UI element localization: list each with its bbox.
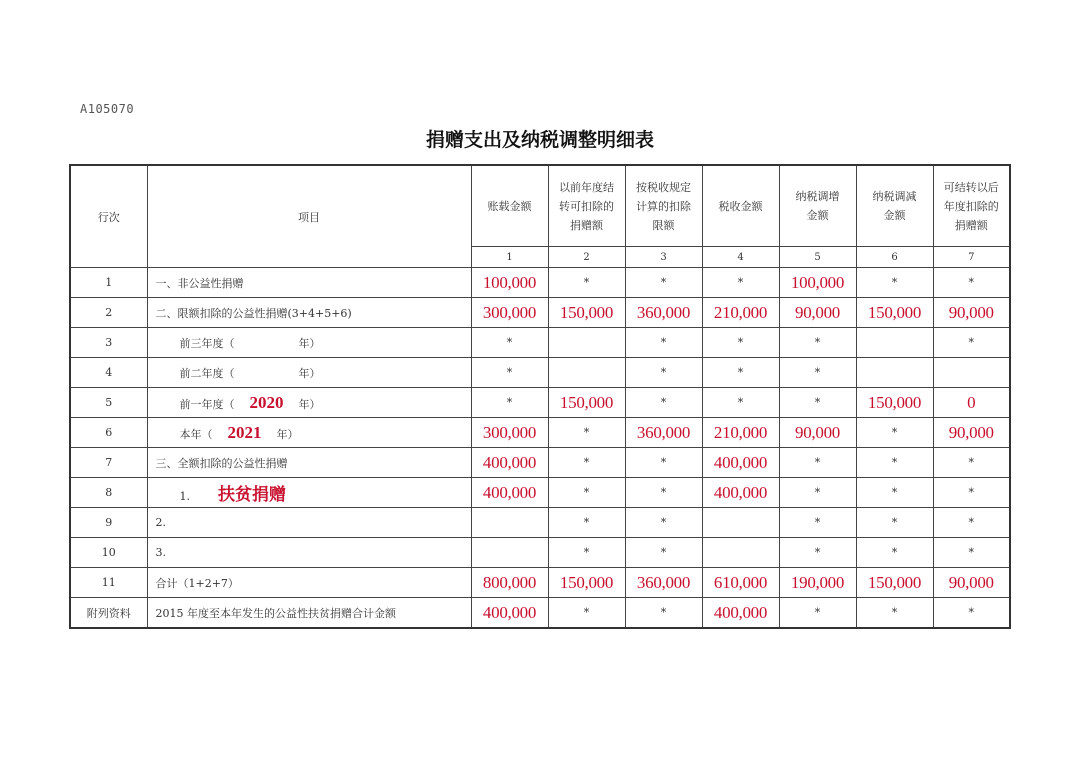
- header-col-2: 以前年度结转可扣除的捐赠额: [548, 165, 625, 247]
- cell-col-4: *: [702, 358, 779, 388]
- row-item: [147, 358, 471, 388]
- cell-col-1: *: [471, 328, 548, 358]
- row-item: 一、非公益性捐赠: [147, 268, 471, 298]
- cell-col-7: 90,000: [933, 298, 1010, 328]
- cell-col-4: 400,000: [702, 598, 779, 629]
- item-suffix: 年）: [276, 427, 299, 441]
- cell-col-7: *: [933, 268, 1010, 298]
- table-row: [70, 268, 1010, 298]
- row-item: [147, 328, 471, 358]
- item-prefix: 前三年度（: [179, 336, 235, 350]
- cell-col-4: 400,000: [702, 448, 779, 478]
- item-prefix: 本年（: [179, 427, 213, 441]
- cell-col-7: [933, 358, 1010, 388]
- item-suffix: 年）: [298, 366, 321, 380]
- cell-col-3: 360,000: [625, 418, 702, 448]
- cell-col-2: *: [548, 268, 625, 298]
- row-number: 2: [70, 298, 147, 328]
- cell-col-3: *: [625, 358, 702, 388]
- header-col-num: 5: [779, 247, 856, 268]
- header-col-num: 6: [856, 247, 933, 268]
- table-row: [70, 298, 1010, 328]
- cell-col-4: *: [702, 328, 779, 358]
- table-row: [70, 388, 1010, 418]
- table-row: [70, 568, 1010, 598]
- cell-col-6: 150,000: [856, 568, 933, 598]
- header-col-7: 可结转以后年度扣除的捐赠额: [933, 165, 1010, 247]
- cell-col-6: *: [856, 418, 933, 448]
- cell-col-5: *: [779, 538, 856, 568]
- page-title: 捐赠支出及纳税调整明细表: [425, 129, 654, 151]
- row-item: [147, 478, 471, 508]
- cell-col-4: *: [702, 388, 779, 418]
- header-col-num: 2: [548, 247, 625, 268]
- row-item: 3.: [147, 538, 471, 568]
- cell-col-1: [471, 538, 548, 568]
- cell-col-3: *: [625, 448, 702, 478]
- row-number: 5: [70, 388, 147, 418]
- cell-col-6: [856, 328, 933, 358]
- table-row: [70, 478, 1010, 508]
- cell-col-7: 90,000: [933, 418, 1010, 448]
- cell-col-1: 400,000: [471, 478, 548, 508]
- cell-col-6: *: [856, 448, 933, 478]
- row-item: [147, 388, 471, 418]
- cell-col-2: *: [548, 598, 625, 629]
- header-item: 项目: [147, 165, 471, 268]
- cell-col-1: *: [471, 388, 548, 418]
- row-number: 4: [70, 358, 147, 388]
- cell-col-2: [548, 358, 625, 388]
- cell-col-6: [856, 358, 933, 388]
- cell-col-5: *: [779, 508, 856, 538]
- cell-col-6: 150,000: [856, 298, 933, 328]
- cell-col-7: 0: [933, 388, 1010, 418]
- cell-col-2: [548, 328, 625, 358]
- cell-col-6: *: [856, 508, 933, 538]
- cell-col-7: *: [933, 478, 1010, 508]
- header-col-6: 纳税调减金额: [856, 165, 933, 247]
- cell-col-2: *: [548, 508, 625, 538]
- cell-col-5: *: [779, 358, 856, 388]
- cell-col-6: *: [856, 478, 933, 508]
- cell-col-3: *: [625, 538, 702, 568]
- cell-col-4: [702, 508, 779, 538]
- table-row: [70, 448, 1010, 478]
- table-row: [70, 418, 1010, 448]
- cell-col-1: 800,000: [471, 568, 548, 598]
- cell-col-3: 360,000: [625, 568, 702, 598]
- cell-col-5: 190,000: [779, 568, 856, 598]
- cell-col-7: 90,000: [933, 568, 1010, 598]
- cell-col-2: *: [548, 418, 625, 448]
- row-number: 附列资料: [70, 598, 147, 629]
- row-number: 10: [70, 538, 147, 568]
- cell-col-1: 400,000: [471, 448, 548, 478]
- cell-col-1: 300,000: [471, 418, 548, 448]
- table-row: [70, 358, 1010, 388]
- row-number: 11: [70, 568, 147, 598]
- item-year: 2020: [249, 392, 284, 412]
- cell-col-1: 300,000: [471, 298, 548, 328]
- table-row: [70, 598, 1010, 629]
- row-number: 7: [70, 448, 147, 478]
- cell-col-5: 100,000: [779, 268, 856, 298]
- row-item: 二、限额扣除的公益性捐赠(3+4+5+6): [147, 298, 471, 328]
- header-col-num: 7: [933, 247, 1010, 268]
- header-col-1: 账载金额: [471, 165, 548, 247]
- table-row: [70, 508, 1010, 538]
- item-suffix: 年）: [298, 397, 321, 411]
- item-year: 2021: [227, 422, 262, 442]
- cell-col-1: 100,000: [471, 268, 548, 298]
- cell-col-5: 90,000: [779, 418, 856, 448]
- cell-col-2: *: [548, 538, 625, 568]
- row-item: 2015 年度至本年发生的公益性扶贫捐赠合计金额: [147, 598, 471, 629]
- cell-col-7: *: [933, 538, 1010, 568]
- cell-col-6: *: [856, 538, 933, 568]
- header-col-3: 按税收规定计算的扣除限额: [625, 165, 702, 247]
- row-number: 9: [70, 508, 147, 538]
- header-row-no: 行次: [70, 165, 147, 268]
- cell-col-3: *: [625, 388, 702, 418]
- item-prefix: 1.: [179, 490, 190, 503]
- table-row: [70, 328, 1010, 358]
- table-row: [70, 538, 1010, 568]
- cell-col-5: *: [779, 448, 856, 478]
- cell-col-4: 210,000: [702, 418, 779, 448]
- cell-col-7: *: [933, 448, 1010, 478]
- cell-col-7: *: [933, 598, 1010, 629]
- cell-col-4: *: [702, 268, 779, 298]
- item-prefix: 前一年度（: [179, 397, 235, 411]
- cell-col-4: 210,000: [702, 298, 779, 328]
- item-suffix: 年）: [298, 336, 321, 350]
- cell-col-6: *: [856, 268, 933, 298]
- row-number: 8: [70, 478, 147, 508]
- cell-col-2: *: [548, 478, 625, 508]
- cell-col-2: 150,000: [548, 298, 625, 328]
- row-number: 3: [70, 328, 147, 358]
- cell-col-3: *: [625, 598, 702, 629]
- header-col-num: 1: [471, 247, 548, 268]
- item-prefix: 前二年度（: [179, 366, 235, 380]
- cell-col-4: [702, 538, 779, 568]
- cell-col-2: 150,000: [548, 388, 625, 418]
- cell-col-3: 360,000: [625, 298, 702, 328]
- cell-col-3: *: [625, 508, 702, 538]
- cell-col-5: *: [779, 388, 856, 418]
- item-description: 扶贫捐赠: [218, 485, 286, 505]
- cell-col-1: *: [471, 358, 548, 388]
- header-col-5: 纳税调增金额: [779, 165, 856, 247]
- cell-col-5: *: [779, 598, 856, 629]
- cell-col-6: 150,000: [856, 388, 933, 418]
- header-col-num: 3: [625, 247, 702, 268]
- cell-col-1: 400,000: [471, 598, 548, 629]
- row-number: 6: [70, 418, 147, 448]
- cell-col-4: 400,000: [702, 478, 779, 508]
- header-col-num: 4: [702, 247, 779, 268]
- row-item: [147, 418, 471, 448]
- cell-col-1: [471, 508, 548, 538]
- row-item: 2.: [147, 508, 471, 538]
- cell-col-5: *: [779, 478, 856, 508]
- cell-col-6: *: [856, 598, 933, 629]
- form-code: A105070: [80, 102, 135, 116]
- row-item: 三、全额扣除的公益性捐赠: [147, 448, 471, 478]
- cell-col-3: *: [625, 268, 702, 298]
- row-item: 合计（1+2+7）: [147, 568, 471, 598]
- header-col-4: 税收金额: [702, 165, 779, 247]
- cell-col-2: 150,000: [548, 568, 625, 598]
- cell-col-2: *: [548, 448, 625, 478]
- donation-table: [69, 164, 1011, 629]
- table-body: [70, 268, 1010, 629]
- cell-col-7: *: [933, 508, 1010, 538]
- cell-col-3: *: [625, 478, 702, 508]
- cell-col-3: *: [625, 328, 702, 358]
- cell-col-5: 90,000: [779, 298, 856, 328]
- cell-col-7: *: [933, 328, 1010, 358]
- cell-col-5: *: [779, 328, 856, 358]
- cell-col-4: 610,000: [702, 568, 779, 598]
- row-number: 1: [70, 268, 147, 298]
